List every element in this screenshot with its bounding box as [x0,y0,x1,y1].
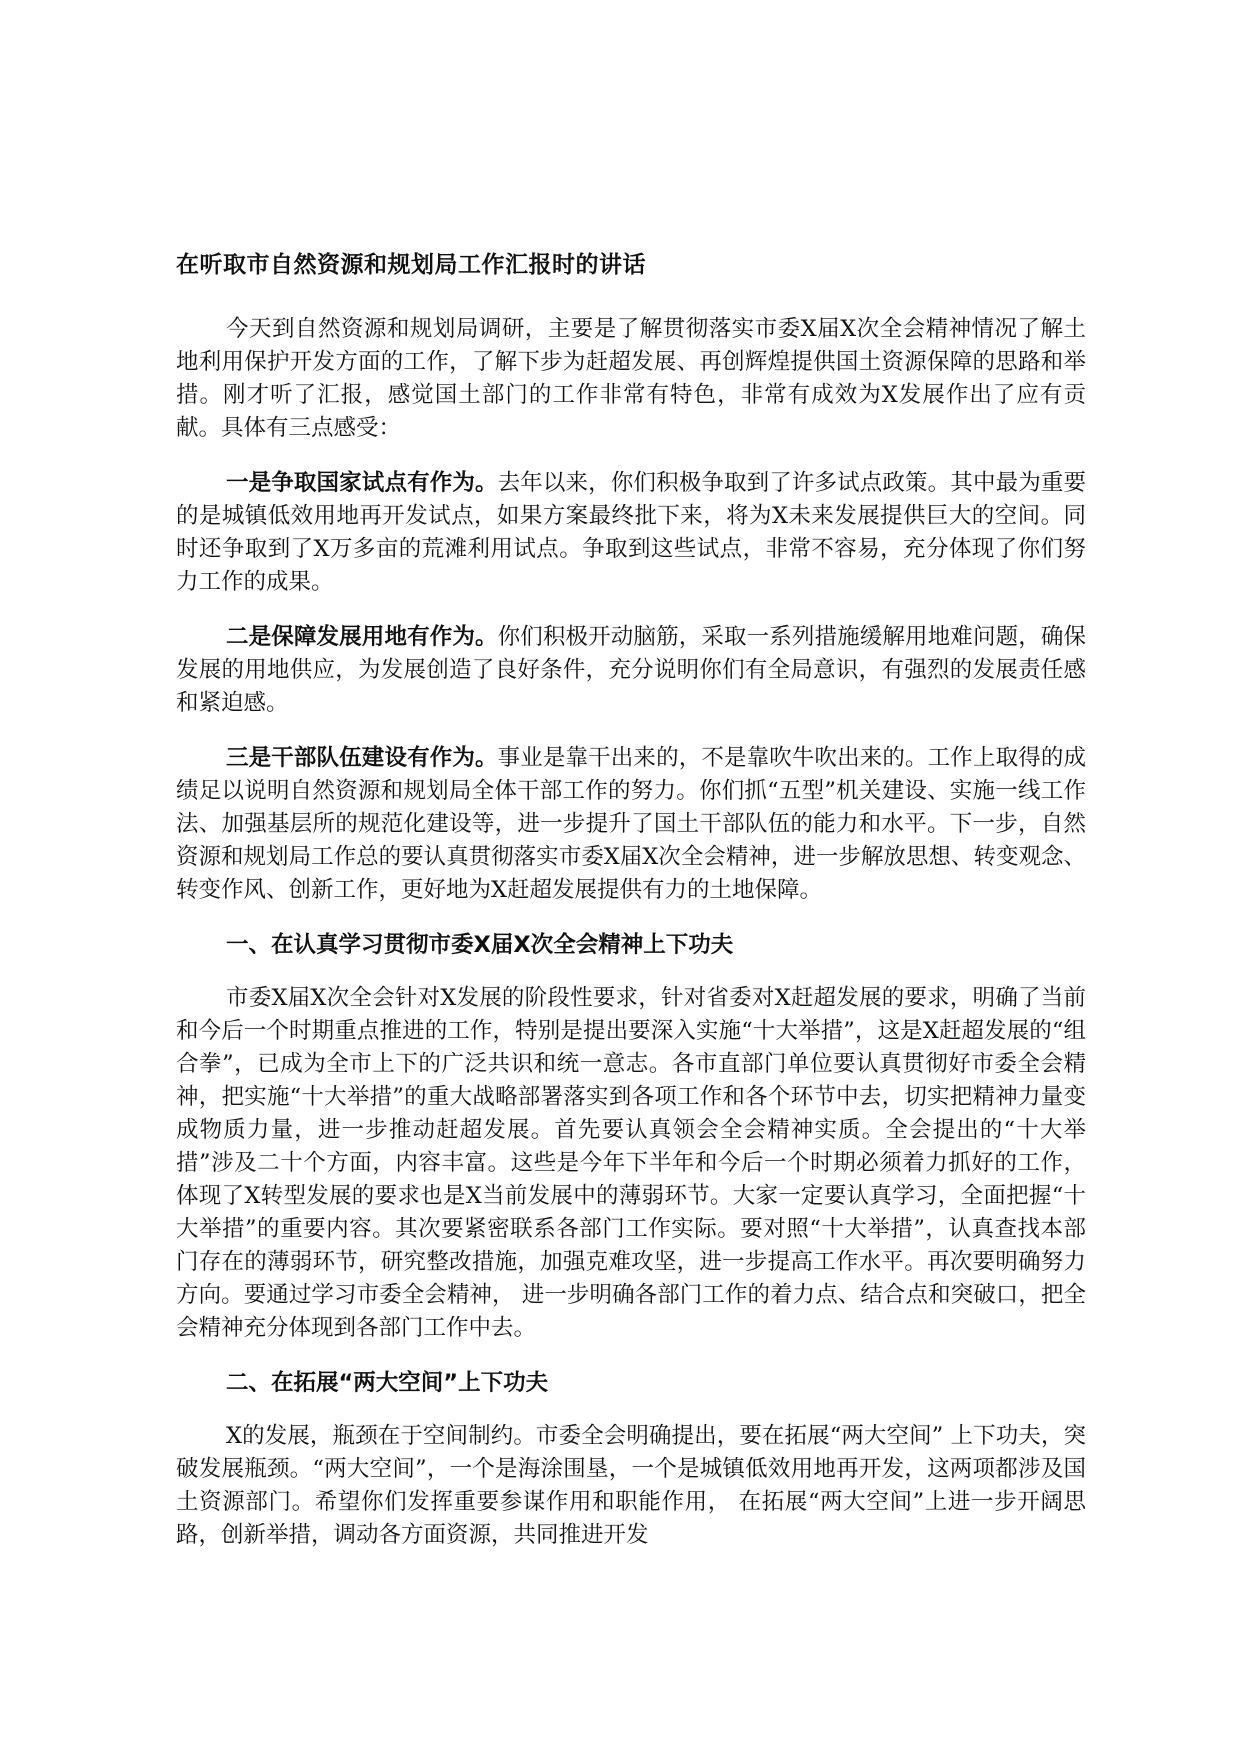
intro-paragraph: 今天到自然资源和规划局调研，主要是了解贯彻落实市委X届X次全会精神情况了解土地利用保护开发方面的工作，了解下步为赶超发展、再创辉煌提供国土资源保障的思路和举措。刚才听了汇报，感觉国土部门的工作非常有特色，非常有成效为X发展作出了应有贡献。具体有三点感受： [176,316,1086,441]
point-lead-2: 二是保障发展用地有作为。 [226,624,498,650]
point-body-1: 去年以来，你们积极争取到了许多试点政策。其中最为重要的是城镇低效用地再开发试点，如果方案最终批下来，将为X未来发展提供巨大的空间。同时还争取到了X万多亩的荒滩利用试点。争取到这些试点，非常不容易，充分体现了你们努力工作的成果。 [176,470,1086,595]
point-lead-1: 一是争取国家试点有作为。 [226,470,498,496]
section-heading-1: 一、在认真学习贯彻市委X届X次全会精神上下功夫 [226,932,734,958]
point-body-2: 你们积极开动脑筋，采取一系列措施缓解用地难问题，确保发展的用地供应，为发展创造了良好条件，充分说明你们有全局意识，有强烈的发展责任感和紧迫感。 [176,624,1086,716]
document-title: 在听取市自然资源和规划局工作汇报时的讲话 [176,252,646,278]
point-paragraph-1 [176,467,1086,599]
point-body-3: 事业是靠干出来的，不是靠吹牛吹出来的。工作上取得的成绩足以说明自然资源和规划局全体干部工作的努力。你们抓“五型”机关建设、实施一线工作法、加强基层所的规范化建设等，进一步提升了国土干部队伍的能力和水平。下一步，自然资源和规划局工作总的要认真贯彻落实市委X届X次全会精神，进一步解放思想、转变观念、转变作风、创新工作，更好地为X赶超发展提供有力的土地保障。 [176,745,1086,903]
section-paragraph-1: 市委X届X次全会针对X发展的阶段性要求，针对省委对X赶超发展的要求，明确了当前和今后一个时期重点推进的工作，特别是提出要深入实施“十大举措”，这是X赶超发展的“组合拳”，已成为全市上下的广泛共识和统一意志。各市直部门单位要认真贯彻好市委全会精神，把实施“十大举措”的重大战略部署落实到各项工作和各个环节中去，切实把精神力量变成物质力量，进一步推动赶超发展。首先要认真领会全会精神实质。全会提出的“十大举措”涉及二十个方面，内容丰富。这些是今年下半年和今后一个时期必须着力抓好的工作， 体现了X转型发展的要求也是X当前发展中的薄弱环节。大家一定要认真学习，全面把握“十大举措”的重要内容。其次要紧密联系各部门工作实际。要对照“十大举措”，认真查找本部门存在的薄弱环节，研究整改措施，加强克难攻坚，进一步提高工作水平。再次要明确努力方向。要通过学习市委全会精神， 进一步明确各部门工作的着力点、结合点和突破口，把全会精神充分体现到各部门工作中去。 [176,985,1086,1341]
point-lead-3: 三是干部队伍建设有作为。 [226,745,498,771]
document-page [176,250,1086,1574]
point-paragraph-2 [176,621,1086,720]
section-heading-2: 二、在拓展“两大空间”上下功夫 [226,1370,549,1396]
section-paragraph-2: X的发展，瓶颈在于空间制约。市委全会明确提出，要在拓展“两大空间” 上下功夫，突破发展瓶颈。“两大空间”，一个是海涂围垦，一个是城镇低效用地再开发，这两项都涉及国土资源部门。希望你们发挥重要参谋作用和职能作用， 在拓展“两大空间”上进一步开阔思路，创新举措，调动各方面资源，共同推进开发 [176,1423,1086,1548]
point-paragraph-3 [176,742,1086,907]
